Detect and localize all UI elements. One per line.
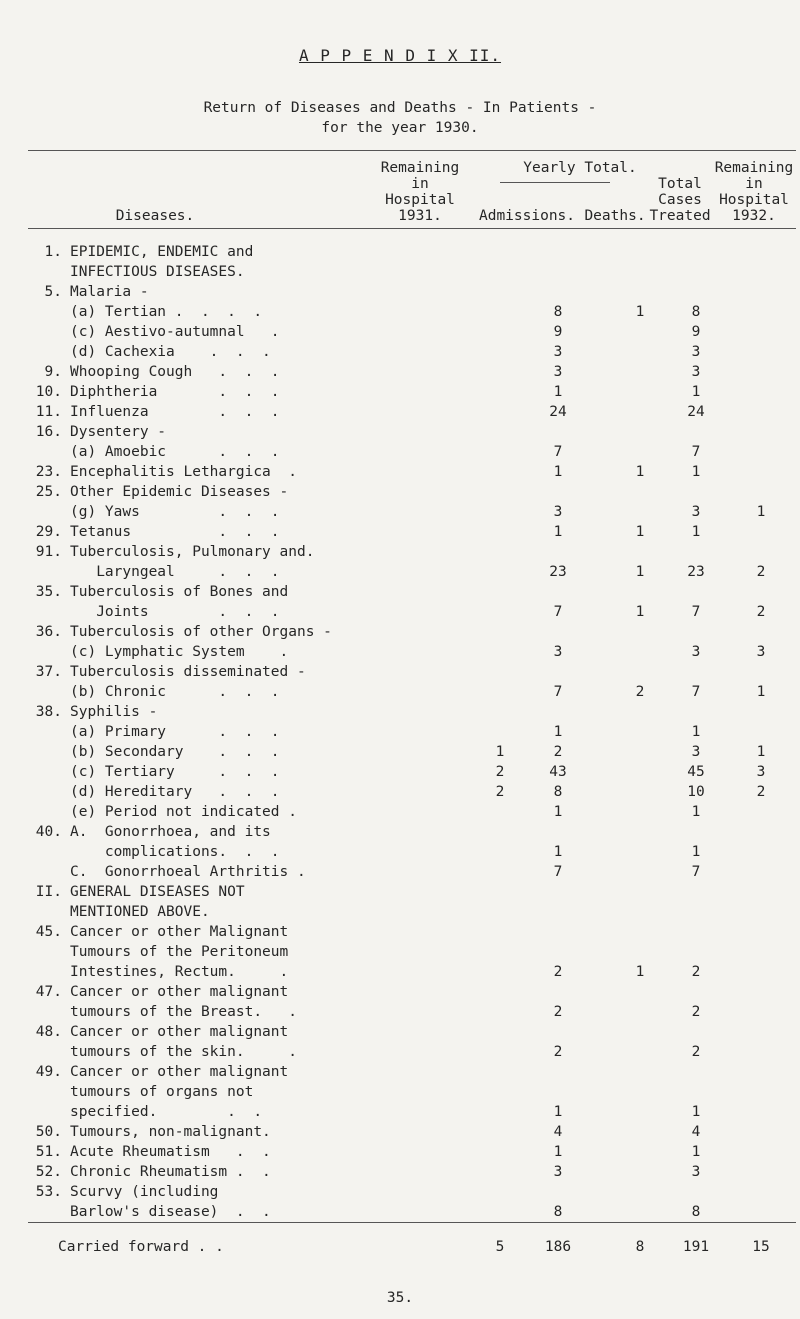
deaths-cell: 1: [635, 304, 645, 320]
disease-label: Tuberculosis disseminated -: [70, 664, 306, 680]
table-row: [0, 1124, 800, 1142]
row-number: 11.: [35, 404, 62, 420]
col-total-cases-header: Total Cases Treated: [649, 176, 711, 224]
disease-label: (b) Chronic . . .: [70, 684, 280, 700]
footer-admissions: 186: [544, 1239, 572, 1255]
disease-label: (c) Tertiary . . .: [70, 764, 280, 780]
table-row: [0, 884, 800, 902]
table-row: [0, 704, 800, 722]
footer-remaining-in: 5: [495, 1239, 505, 1255]
footer-total-cases: 191: [682, 1239, 710, 1255]
table-row: [0, 1204, 800, 1222]
table-row: [0, 344, 800, 362]
row-number: 45.: [35, 924, 62, 940]
row-number: 91.: [35, 544, 62, 560]
remaining-out-cell: 2: [756, 564, 766, 580]
table-row: [0, 1024, 800, 1042]
total-cases-cell: 8: [691, 304, 701, 320]
disease-label: Malaria -: [70, 284, 149, 300]
disease-label: Encephalitis Lethargica .: [70, 464, 297, 480]
total-cases-cell: 2: [691, 1044, 701, 1060]
total-cases-cell: 8: [691, 1204, 701, 1220]
table-row: [0, 384, 800, 402]
disease-label: Tumours of the Peritoneum: [70, 944, 289, 960]
total-cases-cell: 2: [691, 1004, 701, 1020]
total-cases-cell: 1: [691, 384, 701, 400]
disease-label: (c) Aestivo-autumnal .: [70, 324, 280, 340]
table-row: [0, 844, 800, 862]
total-cases-cell: 23: [687, 564, 705, 580]
admissions-cell: 1: [553, 384, 563, 400]
table-row: [0, 904, 800, 922]
table-row: [0, 464, 800, 482]
row-number: 48.: [35, 1024, 62, 1040]
admissions-cell: 1: [553, 724, 563, 740]
row-number: II.: [35, 884, 62, 900]
total-cases-cell: 1: [691, 1104, 701, 1120]
disease-label: (e) Period not indicated .: [70, 804, 297, 820]
admissions-cell: 7: [553, 604, 563, 620]
disease-label: complications. . .: [70, 844, 280, 860]
table-row: [0, 244, 800, 262]
admissions-cell: 1: [553, 1104, 563, 1120]
remaining-out-cell: 2: [756, 604, 766, 620]
col-remaining-out-header: Remaining in Hospital 1932.: [714, 160, 794, 224]
admissions-cell: 23: [549, 564, 567, 580]
total-cases-cell: 3: [691, 344, 701, 360]
table-row: [0, 264, 800, 282]
deaths-cell: 1: [635, 464, 645, 480]
table-row: [0, 284, 800, 302]
total-cases-cell: 10: [687, 784, 705, 800]
row-number: 49.: [35, 1064, 62, 1080]
disease-label: Tuberculosis of Bones and: [70, 584, 289, 600]
disease-label: Acute Rheumatism . .: [70, 1144, 271, 1160]
disease-label: INFECTIOUS DISEASES.: [70, 264, 245, 280]
table-row: [0, 1064, 800, 1082]
table-row: [0, 1144, 800, 1162]
carried-forward-label: Carried forward . .: [58, 1239, 224, 1255]
disease-label: Dysentery -: [70, 424, 167, 440]
admissions-cell: 3: [553, 364, 563, 380]
table-row: [0, 624, 800, 642]
disease-label: Barlow's disease) . .: [70, 1204, 271, 1220]
footer-remaining-out: 15: [752, 1239, 770, 1255]
total-cases-cell: 1: [691, 464, 701, 480]
remaining-out-cell: 3: [756, 644, 766, 660]
remaining-out-cell: 3: [756, 764, 766, 780]
col-deaths-header: Deaths.: [584, 208, 646, 224]
admissions-cell: 7: [553, 864, 563, 880]
remaining-in-cell: 2: [495, 784, 505, 800]
yearly-total-rule: [500, 182, 610, 183]
admissions-cell: 1: [553, 1144, 563, 1160]
total-cases-cell: 24: [687, 404, 705, 420]
total-cases-cell: 3: [691, 364, 701, 380]
disease-label: GENERAL DISEASES NOT: [70, 884, 245, 900]
row-number: 29.: [35, 524, 62, 540]
table-row: [0, 304, 800, 322]
col-admissions-header: Admissions.: [478, 208, 576, 224]
disease-label: Joints . . .: [70, 604, 280, 620]
table-row: [0, 404, 800, 422]
table-row: [0, 664, 800, 682]
row-number: 47.: [35, 984, 62, 1000]
report-year: for the year 1930.: [321, 120, 479, 136]
admissions-cell: 3: [553, 344, 563, 360]
admissions-cell: 8: [553, 1204, 563, 1220]
total-cases-cell: 1: [691, 1144, 701, 1160]
total-cases-cell: 3: [691, 504, 701, 520]
remaining-out-cell: 1: [756, 744, 766, 760]
table-row: [0, 724, 800, 742]
admissions-cell: 1: [553, 464, 563, 480]
disease-label: Diphtheria . . .: [70, 384, 280, 400]
admissions-cell: 3: [553, 1164, 563, 1180]
deaths-cell: 2: [635, 684, 645, 700]
deaths-cell: 1: [635, 524, 645, 540]
col-diseases-header: Diseases.: [115, 208, 195, 224]
disease-label: Whooping Cough . . .: [70, 364, 280, 380]
table-row: [0, 944, 800, 962]
row-number: 52.: [35, 1164, 62, 1180]
admissions-cell: 1: [553, 844, 563, 860]
admissions-cell: 43: [549, 764, 567, 780]
table-row: [0, 804, 800, 822]
total-cases-cell: 1: [691, 844, 701, 860]
table-row: [0, 924, 800, 942]
disease-label: tumours of the Breast. .: [70, 1004, 297, 1020]
row-number: 1.: [44, 244, 62, 260]
row-number: 5.: [44, 284, 62, 300]
remaining-out-cell: 1: [756, 504, 766, 520]
total-cases-cell: 7: [691, 604, 701, 620]
disease-label: Tuberculosis of other Organs -: [70, 624, 332, 640]
footer-top-rule: [28, 1222, 796, 1223]
row-number: 16.: [35, 424, 62, 440]
total-cases-cell: 4: [691, 1124, 701, 1140]
disease-label: Cancer or other Malignant: [70, 924, 289, 940]
disease-label: (b) Secondary . . .: [70, 744, 280, 760]
admissions-cell: 8: [553, 304, 563, 320]
disease-label: EPIDEMIC, ENDEMIC and: [70, 244, 254, 260]
disease-label: Chronic Rheumatism . .: [70, 1164, 271, 1180]
table-row: [0, 584, 800, 602]
table-row: [0, 764, 800, 782]
row-number: 37.: [35, 664, 62, 680]
total-cases-cell: 3: [691, 1164, 701, 1180]
disease-label: Cancer or other malignant: [70, 1064, 289, 1080]
table-row: [0, 744, 800, 762]
total-cases-cell: 3: [691, 644, 701, 660]
row-number: 9.: [44, 364, 62, 380]
admissions-cell: 7: [553, 684, 563, 700]
table-row: [0, 364, 800, 382]
footer-deaths: 8: [635, 1239, 645, 1255]
row-number: 38.: [35, 704, 62, 720]
disease-label: (g) Yaws . . .: [70, 504, 280, 520]
admissions-cell: 3: [553, 504, 563, 520]
deaths-cell: 1: [635, 564, 645, 580]
table-row: [0, 644, 800, 662]
top-rule: [28, 150, 796, 151]
total-cases-cell: 7: [691, 684, 701, 700]
table-row: [0, 984, 800, 1002]
table-row: [0, 544, 800, 562]
carried-forward-row: [0, 1239, 800, 1257]
admissions-cell: 2: [553, 1004, 563, 1020]
remaining-out-cell: 1: [756, 684, 766, 700]
col-remaining-in-header: Remaining in Hospital 1931.: [380, 160, 460, 224]
row-number: 36.: [35, 624, 62, 640]
total-cases-cell: 1: [691, 524, 701, 540]
disease-label: (a) Tertian . . . .: [70, 304, 263, 320]
admissions-cell: 1: [553, 524, 563, 540]
total-cases-cell: 3: [691, 744, 701, 760]
row-number: 50.: [35, 1124, 62, 1140]
table-row: [0, 564, 800, 582]
total-cases-cell: 9: [691, 324, 701, 340]
admissions-cell: 9: [553, 324, 563, 340]
total-cases-cell: 2: [691, 964, 701, 980]
row-number: 25.: [35, 484, 62, 500]
disease-label: (d) Cachexia . . .: [70, 344, 271, 360]
disease-label: Intestines, Rectum. .: [70, 964, 289, 980]
row-number: 40.: [35, 824, 62, 840]
row-number: 51.: [35, 1144, 62, 1160]
admissions-cell: 8: [553, 784, 563, 800]
admissions-cell: 24: [549, 404, 567, 420]
admissions-cell: 1: [553, 804, 563, 820]
disease-label: Laryngeal . . .: [70, 564, 280, 580]
disease-label: MENTIONED ABOVE.: [70, 904, 210, 920]
table-row: [0, 684, 800, 702]
admissions-cell: 2: [553, 1044, 563, 1060]
table-row: [0, 484, 800, 502]
remaining-in-cell: 1: [495, 744, 505, 760]
disease-label: Tuberculosis, Pulmonary and.: [70, 544, 315, 560]
table-row: [0, 824, 800, 842]
admissions-cell: 3: [553, 644, 563, 660]
header-bottom-rule: [28, 228, 796, 229]
page-number: 35.: [386, 1290, 414, 1306]
disease-label: Scurvy (including: [70, 1184, 219, 1200]
disease-label: Cancer or other malignant: [70, 1024, 289, 1040]
disease-label: Other Epidemic Diseases -: [70, 484, 289, 500]
disease-label: tumours of the skin. .: [70, 1044, 297, 1060]
table-row: [0, 964, 800, 982]
remaining-in-cell: 2: [495, 764, 505, 780]
disease-label: specified. . .: [70, 1104, 263, 1120]
table-row: [0, 604, 800, 622]
table-row: [0, 444, 800, 462]
disease-label: (a) Primary . . .: [70, 724, 280, 740]
deaths-cell: 1: [635, 964, 645, 980]
table-row: [0, 1044, 800, 1062]
disease-label: Cancer or other malignant: [70, 984, 289, 1000]
disease-label: A. Gonorrhoea, and its: [70, 824, 271, 840]
admissions-cell: 2: [553, 964, 563, 980]
admissions-cell: 7: [553, 444, 563, 460]
disease-label: Syphilis -: [70, 704, 158, 720]
disease-label: (a) Amoebic . . .: [70, 444, 280, 460]
report-subtitle: Return of Diseases and Deaths - In Patients -: [203, 100, 597, 116]
disease-label: tumours of organs not: [70, 1084, 254, 1100]
total-cases-cell: 1: [691, 724, 701, 740]
table-row: [0, 424, 800, 442]
total-cases-cell: 7: [691, 864, 701, 880]
row-number: 53.: [35, 1184, 62, 1200]
total-cases-cell: 7: [691, 444, 701, 460]
disease-label: Tumours, non-malignant.: [70, 1124, 271, 1140]
remaining-out-cell: 2: [756, 784, 766, 800]
col-yearly-total-header: Yearly Total.: [523, 160, 637, 176]
disease-label: (d) Hereditary . . .: [70, 784, 280, 800]
table-row: [0, 1084, 800, 1102]
table-row: [0, 1164, 800, 1182]
total-cases-cell: 1: [691, 804, 701, 820]
table-row: [0, 864, 800, 882]
table-row: [0, 1104, 800, 1122]
deaths-cell: 1: [635, 604, 645, 620]
admissions-cell: 4: [553, 1124, 563, 1140]
admissions-cell: 2: [553, 744, 563, 760]
row-number: 23.: [35, 464, 62, 480]
appendix-title: A P P E N D I X II.: [298, 46, 502, 65]
row-number: 35.: [35, 584, 62, 600]
table-row: [0, 524, 800, 542]
row-number: 10.: [35, 384, 62, 400]
disease-label: Influenza . . .: [70, 404, 280, 420]
table-row: [0, 324, 800, 342]
table-row: [0, 1184, 800, 1202]
disease-label: C. Gonorrhoeal Arthritis .: [70, 864, 306, 880]
total-cases-cell: 45: [687, 764, 705, 780]
table-row: [0, 504, 800, 522]
table-row: [0, 784, 800, 802]
table-row: [0, 1004, 800, 1022]
disease-label: Tetanus . . .: [70, 524, 280, 540]
disease-label: (c) Lymphatic System .: [70, 644, 289, 660]
